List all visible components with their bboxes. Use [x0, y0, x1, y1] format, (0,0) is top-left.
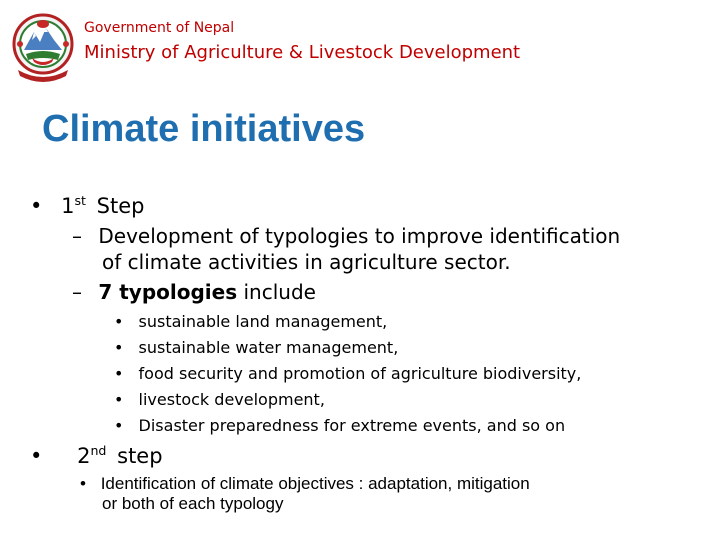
sub-item-typologies — [72, 280, 316, 304]
dash-mark: – — [72, 224, 82, 248]
bullet-mark: • — [114, 338, 124, 357]
step2-sub-item — [80, 474, 530, 494]
step1-item — [30, 194, 144, 218]
typology-text: Disaster preparedness for extreme events, and so on — [138, 416, 566, 435]
bullet-mark: • — [114, 390, 124, 409]
ministry-label: Ministry of Agriculture & Livestock Development — [84, 42, 521, 63]
sub-item-development — [72, 224, 620, 248]
typology-text: sustainable land management, — [138, 312, 388, 331]
typologies-count: 7 typologies — [98, 280, 238, 304]
dash-mark: – — [72, 280, 82, 304]
sub-item-line1: Development of typologies to improve identification — [98, 224, 621, 248]
step1-ordinal: st — [74, 193, 86, 208]
objectives-line1: Identification of climate objectives : adaptation, mitigation — [100, 474, 530, 493]
bullet-mark: • — [114, 312, 124, 331]
typologies-rest: include — [243, 280, 316, 304]
sub-item-line2: of climate activities in agriculture sector. — [102, 250, 511, 274]
typology-item — [114, 390, 325, 409]
typology-item — [114, 416, 565, 435]
objectives-line2: or both of each typology — [102, 494, 284, 513]
slide-title: Climate initiatives — [42, 108, 366, 150]
bullet-mark: • — [30, 194, 43, 218]
typology-text: food security and promotion of agriculture biodiversity, — [138, 364, 582, 383]
step2-word: step — [117, 444, 163, 468]
nepal-emblem-icon — [12, 10, 74, 86]
step1-number: 1 — [61, 194, 75, 218]
typology-item — [114, 312, 387, 331]
bullet-mark: • — [30, 444, 43, 468]
step1-word: Step — [96, 194, 145, 218]
step2-ordinal: nd — [90, 443, 107, 458]
typology-item — [114, 338, 398, 357]
typology-text: livestock development, — [138, 390, 325, 409]
bullet-mark: • — [80, 474, 86, 493]
bullet-mark: • — [114, 364, 124, 383]
government-label: Government of Nepal — [84, 20, 235, 36]
step2-item — [30, 444, 163, 468]
typology-item — [114, 364, 581, 383]
step2-number: 2 — [77, 444, 91, 468]
bullet-mark: • — [114, 416, 124, 435]
typology-text: sustainable water management, — [138, 338, 399, 357]
